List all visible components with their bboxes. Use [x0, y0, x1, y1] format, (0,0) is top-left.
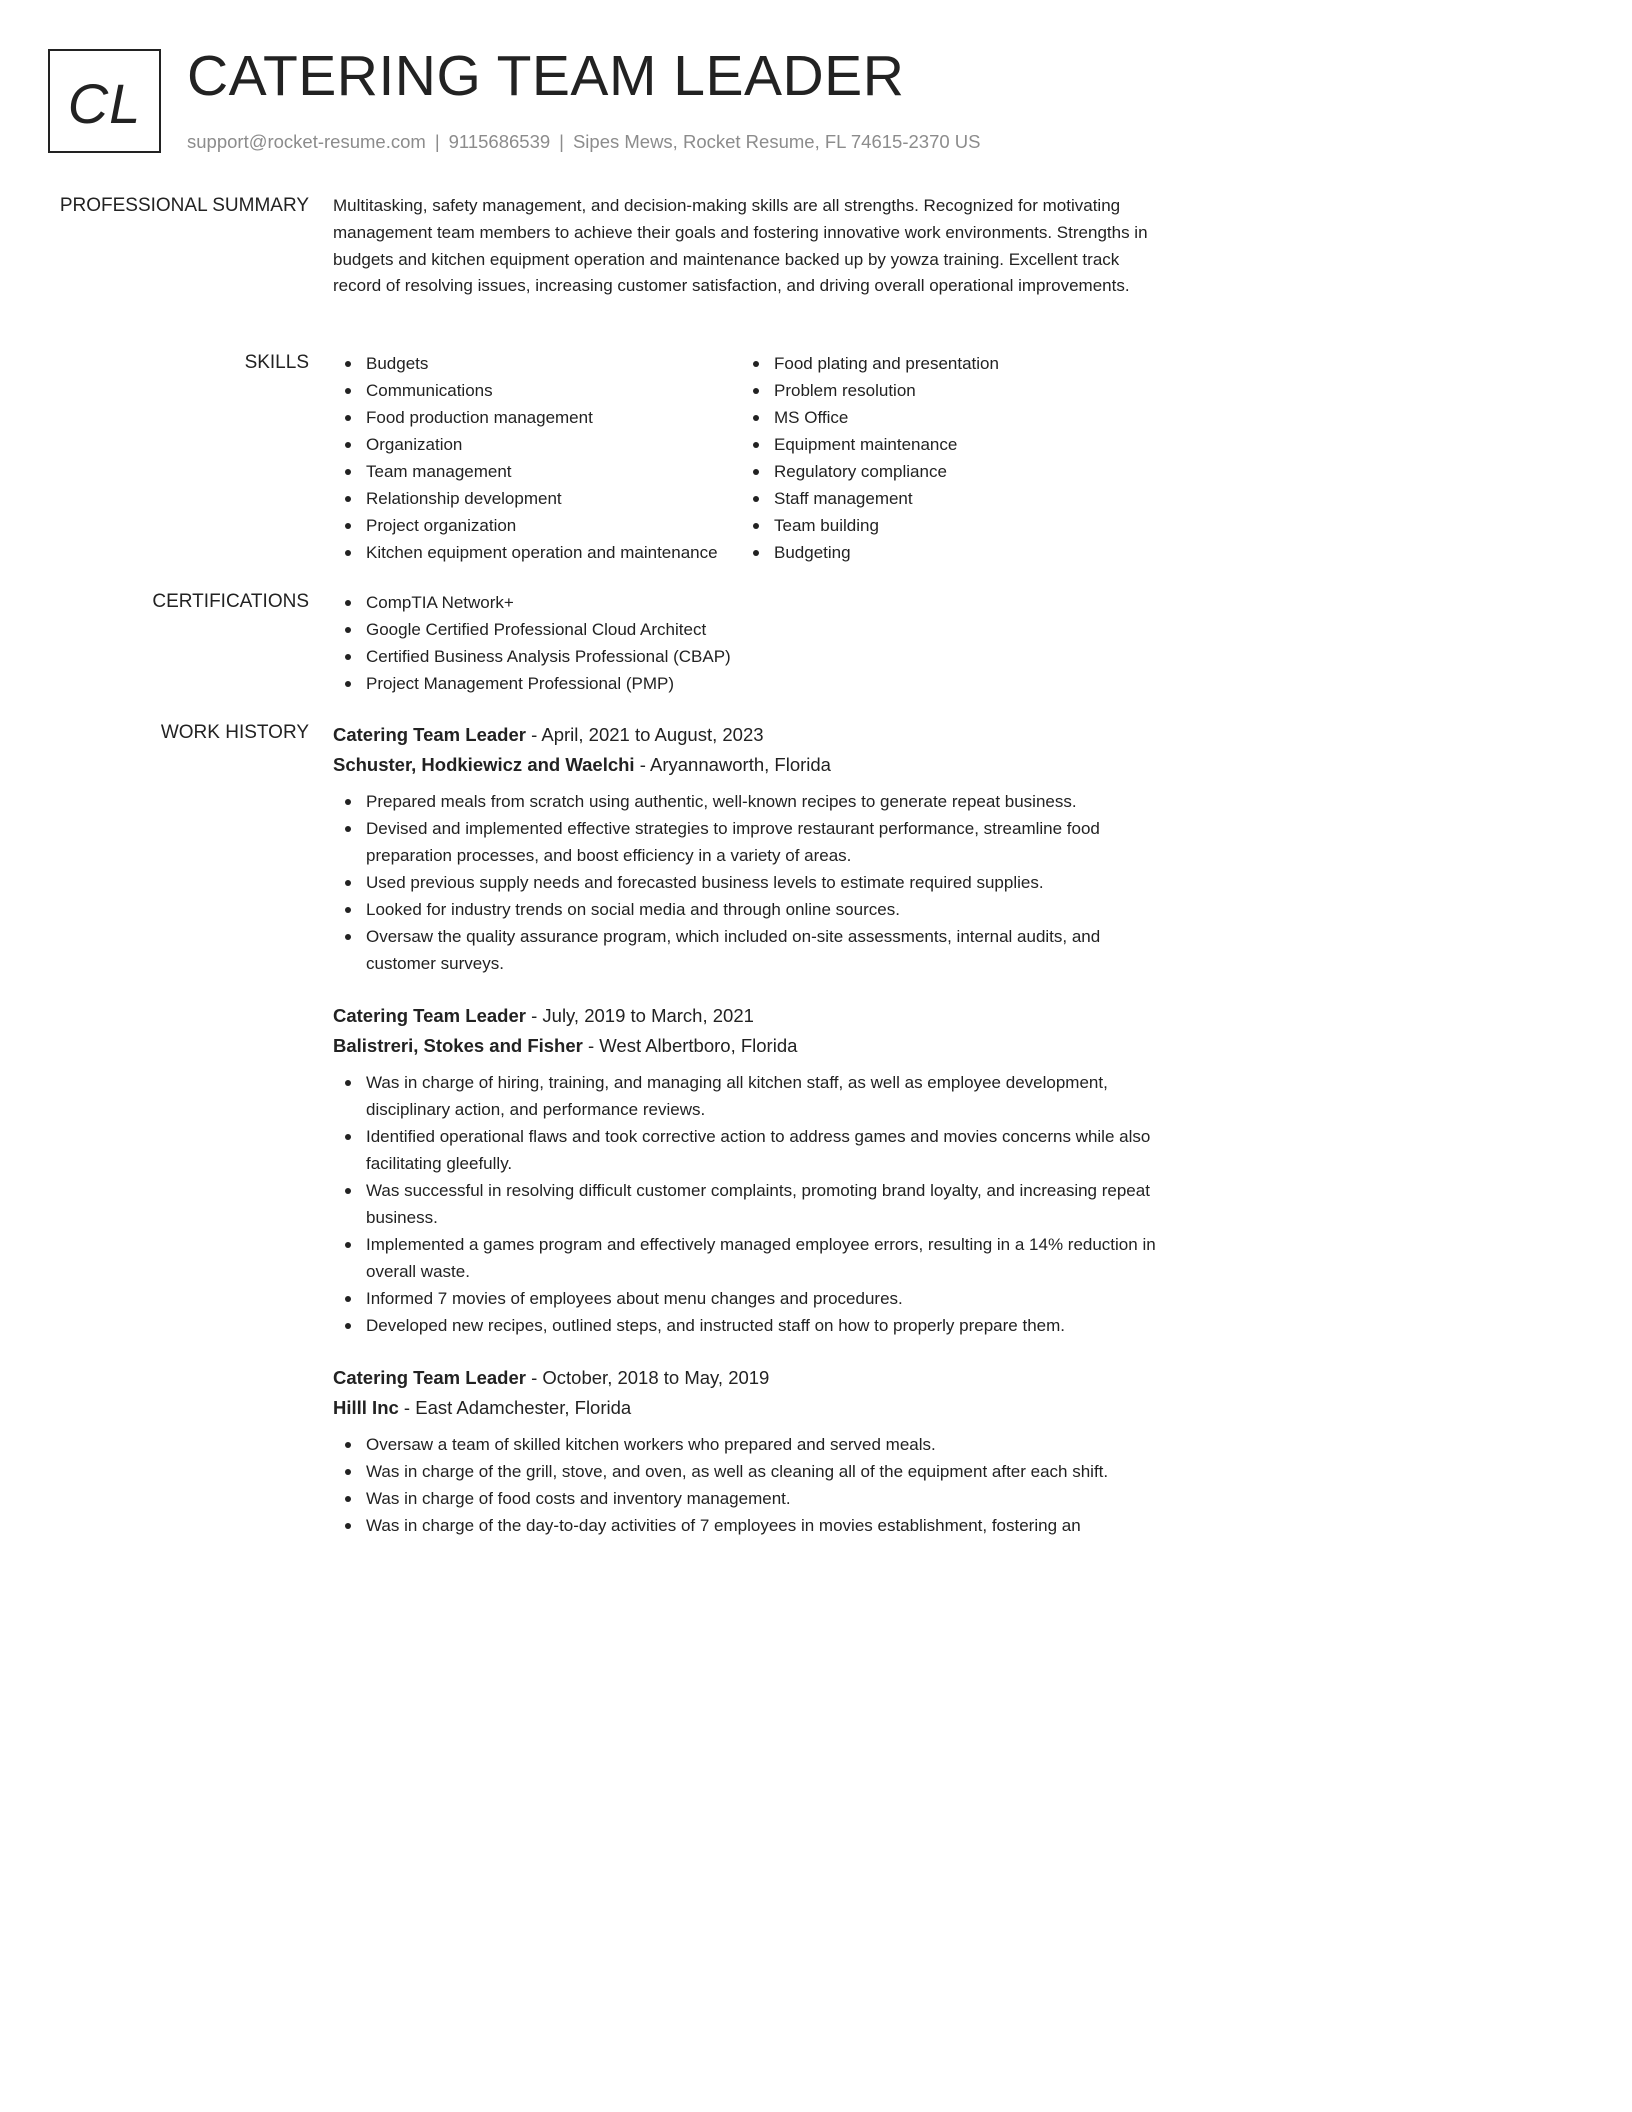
job-title: Catering Team Leader: [333, 1367, 526, 1388]
job-bullet: Used previous supply needs and forecasted business levels to estimate required supplies.: [333, 869, 1163, 896]
skill-item: Team building: [741, 512, 1161, 539]
job-bullets: [333, 788, 1163, 977]
contact-line: [187, 130, 981, 154]
skill-item: Food plating and presentation: [741, 350, 1161, 377]
skills-grid: [333, 350, 1163, 566]
monogram-initials: CL: [67, 71, 142, 135]
job-dash: -: [398, 1397, 416, 1418]
job-bullets: [333, 1431, 1163, 1539]
contact-address: Sipes Mews, Rocket Resume, FL 74615-2370 US: [572, 131, 981, 152]
monogram-logo: [48, 49, 161, 153]
job-company-line: [333, 1393, 1163, 1423]
section-heading-work-history: WORK HISTORY: [160, 722, 309, 743]
job-title: Catering Team Leader: [333, 1005, 526, 1026]
skill-item: Budgeting: [741, 539, 1161, 566]
job-title: Catering Team Leader: [333, 724, 526, 745]
job-dash: -: [525, 1367, 543, 1388]
skill-item: Relationship development: [333, 485, 741, 512]
summary-body: [333, 193, 1163, 300]
skill-item: Problem resolution: [741, 377, 1161, 404]
job-title-line: [333, 1363, 1163, 1393]
certification-item: Google Certified Professional Cloud Architect: [333, 616, 1163, 643]
job-dash: -: [582, 1035, 600, 1056]
job-bullet: Devised and implemented effective strategies to improve restaurant performance, streamline food preparation processes, and boost efficiency in a variety of areas.: [333, 815, 1163, 869]
job-company-line: [333, 1031, 1163, 1061]
job-bullet: Developed new recipes, outlined steps, and instructed staff on how to properly prepare them.: [333, 1312, 1163, 1339]
contact-separator: |: [434, 131, 440, 152]
resume-title: CATERING TEAM LEADER: [187, 44, 905, 108]
job-entry: [333, 1363, 1163, 1539]
certification-item: Project Management Professional (PMP): [333, 670, 1163, 697]
skill-item: MS Office: [741, 404, 1161, 431]
job-title-line: [333, 720, 1163, 750]
job-bullet: Was in charge of hiring, training, and managing all kitchen staff, as well as employee development, disciplinary action, and performance reviews.: [333, 1069, 1163, 1123]
contact-email[interactable]: support@rocket-resume.com: [187, 131, 426, 152]
skill-item: Kitchen equipment operation and maintenance: [333, 539, 741, 566]
job-bullets: [333, 1069, 1163, 1339]
skill-item: Team management: [333, 458, 741, 485]
contact-separator: |: [559, 131, 564, 152]
job-company: Balistreri, Stokes and Fisher: [333, 1035, 583, 1056]
contact-phone[interactable]: 9115686539: [448, 131, 551, 152]
skill-item: Project organization: [333, 512, 741, 539]
job-company: Hilll Inc: [333, 1397, 399, 1418]
job-dates: April, 2021 to August, 2023: [541, 724, 764, 745]
job-company: Schuster, Hodkiewicz and Waelchi: [333, 754, 635, 775]
job-location: Aryannaworth, Florida: [650, 754, 831, 775]
skills-list-left: [333, 350, 741, 566]
skill-item: Communications: [333, 377, 741, 404]
job-dates: October, 2018 to May, 2019: [542, 1367, 770, 1388]
job-bullet: Was successful in resolving difficult customer complaints, promoting brand loyalty, and increasing repeat business.: [333, 1177, 1163, 1231]
job-bullet: Was in charge of the day-to-day activities of 7 employees in movies establishment, fostering an: [333, 1512, 1163, 1539]
skill-item: Regulatory compliance: [741, 458, 1161, 485]
job-title-line: [333, 1001, 1163, 1031]
job-bullet: Looked for industry trends on social media and through online sources.: [333, 896, 1163, 923]
skill-item: Budgets: [333, 350, 741, 377]
certifications-body: [333, 589, 1163, 697]
job-location: West Albertboro, Florida: [599, 1035, 798, 1056]
skill-item: Equipment maintenance: [741, 431, 1161, 458]
skill-item: Food production management: [333, 404, 741, 431]
job-bullet: Was in charge of the grill, stove, and oven, as well as cleaning all of the equipment after each shift.: [333, 1458, 1163, 1485]
job-entry: [333, 1001, 1163, 1339]
skills-list-right: [741, 350, 1161, 566]
job-location: East Adamchester, Florida: [415, 1397, 632, 1418]
job-dash: -: [634, 754, 650, 775]
section-heading-skills: SKILLS: [244, 352, 309, 373]
job-company-line: [333, 750, 1163, 780]
work-history-body: [333, 720, 1163, 1563]
certifications-list: [333, 589, 1163, 697]
skill-item: Staff management: [741, 485, 1161, 512]
section-heading-certifications: CERTIFICATIONS: [152, 591, 309, 612]
skill-item: Organization: [333, 431, 741, 458]
job-bullet: Implemented a games program and effectively managed employee errors, resulting in a 14% reduction in overall waste.: [333, 1231, 1163, 1285]
job-entry: [333, 720, 1163, 977]
job-bullet: Was in charge of food costs and inventory management.: [333, 1485, 1163, 1512]
job-bullet: Oversaw the quality assurance program, which included on-site assessments, internal audits, and customer surveys.: [333, 923, 1163, 977]
job-bullet: Identified operational flaws and took corrective action to address games and movies concerns while also facilitating gleefully.: [333, 1123, 1163, 1177]
section-heading-summary: PROFESSIONAL SUMMARY: [59, 195, 309, 216]
job-bullet: Informed 7 movies of employees about menu changes and procedures.: [333, 1285, 1163, 1312]
certification-item: CompTIA Network+: [333, 589, 1163, 616]
job-bullet: Prepared meals from scratch using authentic, well-known recipes to generate repeat business.: [333, 788, 1163, 815]
job-dash: -: [525, 724, 542, 745]
job-bullet: Oversaw a team of skilled kitchen workers who prepared and served meals.: [333, 1431, 1163, 1458]
summary-text: Multitasking, safety management, and decision-making skills are all strengths. Recognized for motivating management team members to achieve their goals and fostering innovative work environments. Strengths in budgets and kitchen equipment operation and maintenance backed up by yowza training. Excellent track record of resolving issues, increasing customer satisfaction, and driving overall operational improvements.: [333, 196, 1148, 296]
job-dates: July, 2019 to March, 2021: [542, 1005, 754, 1026]
job-dash: -: [525, 1005, 543, 1026]
certification-item: Certified Business Analysis Professional (CBAP): [333, 643, 1163, 670]
